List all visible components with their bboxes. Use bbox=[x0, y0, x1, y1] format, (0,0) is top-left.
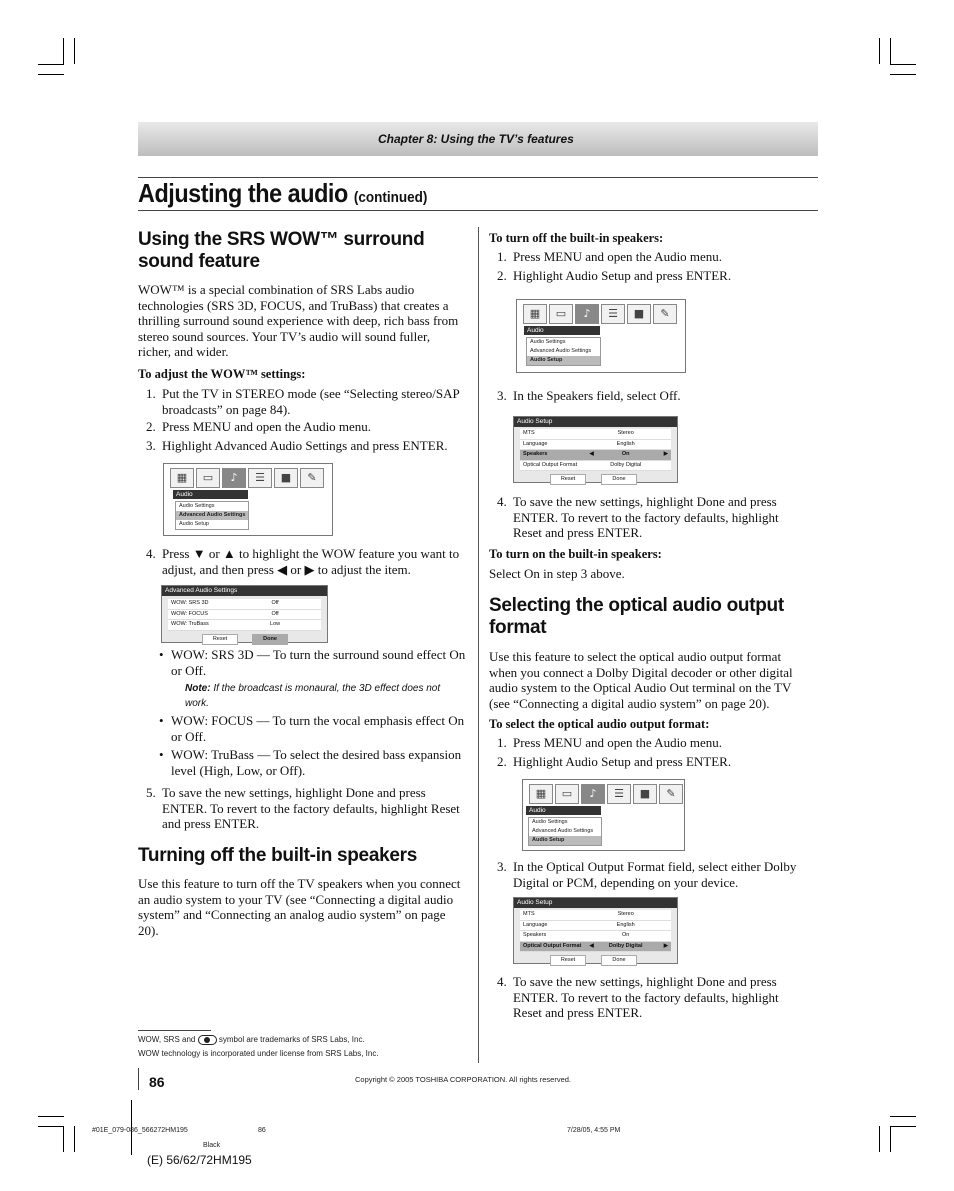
srs-logo-icon bbox=[198, 1035, 217, 1045]
crop-mark bbox=[74, 38, 75, 64]
menu-list bbox=[175, 501, 249, 530]
optical-text: Use this feature to select the optical audio output format when you connect a Dolby Digital decoder or other digital audio system to the Optical Audio Out terminal on the TV (see “Connecting a digital audio system” on page 20). bbox=[489, 649, 793, 711]
turnoff-text: Use this feature to turn off the TV speakers when you connect an audio system to your TV (see “Connecting a digital audio system” and “Connecting an analog audio system” on page 20). bbox=[138, 876, 461, 938]
applications-icon: ✎ bbox=[659, 784, 683, 804]
screen-icon: ▭ bbox=[196, 468, 220, 488]
row-key: MTS bbox=[523, 911, 535, 917]
table-row bbox=[520, 450, 671, 461]
list-item bbox=[497, 494, 808, 541]
crop-mark bbox=[38, 64, 64, 65]
list-text: Press MENU and open the Audio menu. bbox=[162, 419, 372, 434]
menu-header: Audio bbox=[526, 806, 601, 815]
crop-mark bbox=[63, 38, 64, 64]
list-text: To save the new settings, highlight Done and press ENTER. To revert to the factory defaults, highlight Reset and press ENTER. bbox=[162, 785, 460, 831]
crop-mark bbox=[890, 74, 916, 75]
bullet-text: WOW: TruBass — To select the desired bass expansion level (High, Low, or Off). bbox=[171, 747, 462, 778]
panel-buttons bbox=[514, 955, 677, 969]
list-item bbox=[497, 859, 808, 890]
list-number: 3. bbox=[146, 438, 156, 453]
menu-icon-row bbox=[529, 784, 683, 804]
table-row bbox=[520, 461, 671, 472]
panel-header: Audio Setup bbox=[514, 898, 677, 908]
trademark-line-2: WOW technology is incorporated under license from SRS Labs, Inc. bbox=[138, 1049, 379, 1058]
list-text: To save the new settings, highlight Done and press ENTER. To revert to the factory defaults, highlight Reset and press ENTER. bbox=[513, 974, 779, 1020]
list-item bbox=[497, 754, 813, 770]
list-number: 1. bbox=[497, 735, 507, 750]
advanced-settings-panel bbox=[161, 585, 328, 643]
menu-item: Audio Setup bbox=[527, 356, 600, 365]
left-arrow-icon[interactable]: ◀ bbox=[589, 942, 594, 949]
lock-icon: ■ bbox=[627, 304, 651, 324]
menu-item: Advanced Audio Settings bbox=[530, 348, 592, 354]
panel-header: Audio Setup bbox=[514, 417, 677, 427]
row-value: Stereo bbox=[617, 430, 634, 436]
list-text: Highlight Advanced Audio Settings and press ENTER. bbox=[162, 438, 448, 453]
table-row bbox=[168, 610, 321, 621]
list-number: 4. bbox=[146, 546, 156, 561]
crop-mark bbox=[890, 38, 891, 64]
footnote-rule bbox=[138, 1030, 211, 1031]
note bbox=[185, 681, 455, 711]
menu-header: Audio bbox=[173, 490, 248, 499]
row-value: Stereo bbox=[617, 911, 634, 917]
bullet-item bbox=[159, 713, 466, 744]
note-text: If the broadcast is monaural, the 3D effect does not work. bbox=[185, 683, 441, 709]
row-key: WOW: FOCUS bbox=[171, 610, 208, 617]
list-text: To save the new settings, highlight Done and press ENTER. To revert to the factory defaults, highlight Reset and press ENTER. bbox=[513, 494, 779, 540]
crop-mark bbox=[879, 38, 880, 64]
row-value: Off bbox=[271, 610, 279, 617]
crop-mark bbox=[890, 1116, 916, 1117]
list-text: Press MENU and open the Audio menu. bbox=[513, 249, 723, 264]
right-arrow-icon[interactable]: ▶ bbox=[663, 942, 668, 949]
applications-icon: ✎ bbox=[653, 304, 677, 324]
menu-icon-row bbox=[170, 468, 324, 488]
panel-header: Advanced Audio Settings bbox=[162, 586, 327, 596]
picture-icon: ▦ bbox=[170, 468, 194, 488]
title-bottom-rule bbox=[138, 210, 818, 211]
applications-icon: ✎ bbox=[300, 468, 324, 488]
table-row bbox=[520, 931, 671, 942]
bullet-item bbox=[159, 747, 466, 778]
bullet-text: WOW: SRS 3D — To turn the surround sound effect On or Off. bbox=[171, 647, 466, 678]
heading-optical-format: Selecting the optical audio output format bbox=[489, 595, 784, 638]
screen-icon: ▭ bbox=[549, 304, 573, 324]
panel-buttons bbox=[162, 634, 327, 648]
row-key: WOW: SRS 3D bbox=[171, 600, 209, 606]
page-title-main: Adjusting the audio bbox=[138, 178, 348, 208]
list-number: 4. bbox=[497, 494, 507, 509]
row-key: Language bbox=[523, 440, 548, 447]
menu-item: Audio Settings bbox=[530, 339, 566, 345]
table-row bbox=[520, 910, 671, 921]
list-item bbox=[146, 785, 462, 832]
table-row bbox=[168, 599, 321, 610]
setup-icon: ☰ bbox=[607, 784, 631, 804]
list-item bbox=[497, 974, 808, 1021]
list-number: 3. bbox=[497, 859, 507, 874]
setup-icon: ☰ bbox=[248, 468, 272, 488]
reset-button[interactable]: Reset bbox=[550, 955, 586, 966]
audio-setup-panel bbox=[513, 897, 678, 964]
menu-item: Audio Setup bbox=[529, 836, 601, 845]
list-text: Highlight Audio Setup and press ENTER. bbox=[513, 268, 732, 283]
row-key: WOW: TruBass bbox=[171, 621, 209, 627]
row-key: MTS bbox=[523, 430, 535, 436]
list-text: In the Speakers field, select Off. bbox=[513, 388, 681, 403]
right-arrow-icon[interactable]: ▶ bbox=[663, 451, 668, 457]
audio-icon: ♪ bbox=[581, 784, 605, 804]
row-value: Off bbox=[271, 600, 279, 606]
done-button[interactable]: Done bbox=[601, 474, 637, 485]
list-item bbox=[497, 388, 813, 404]
page-number: 86 bbox=[149, 1074, 165, 1090]
menu-list bbox=[528, 817, 602, 846]
crop-mark bbox=[63, 1126, 64, 1152]
slug-file: #01E_079-086_566272HM195 bbox=[92, 1127, 188, 1134]
list-item bbox=[497, 268, 813, 284]
list-text: Press ▼ or ▲ to highlight the WOW feature you want to adjust, and then press ◀ or ▶ to adjust the item. bbox=[162, 546, 460, 577]
list-number: 1. bbox=[497, 249, 507, 264]
bullet-text: WOW: FOCUS — To turn the vocal emphasis effect On or Off. bbox=[171, 713, 465, 744]
crop-mark bbox=[890, 1126, 891, 1152]
list-number: 2. bbox=[497, 754, 507, 769]
list-number: 4. bbox=[497, 974, 507, 989]
menu-header: Audio bbox=[524, 326, 600, 335]
slug-color: Black bbox=[203, 1142, 221, 1149]
list-item bbox=[146, 419, 462, 435]
list-item bbox=[497, 735, 813, 751]
audio-setup-panel bbox=[513, 416, 678, 483]
srs-intro: WOW™ is a special combination of SRS Labs audio technologies (SRS 3D, FOCUS, and TruBass) that creates a thrilling surround sound experience with deep, rich bass from stereo sound sources. Your TV’s audio will sound fuller, richer, and wider. bbox=[138, 282, 459, 359]
lock-icon: ■ bbox=[633, 784, 657, 804]
list-number: 1. bbox=[146, 386, 156, 401]
done-button[interactable]: Done bbox=[252, 634, 288, 645]
bullet: • bbox=[159, 647, 164, 662]
off-heading: To turn off the built-in speakers: bbox=[489, 231, 664, 245]
crop-mark bbox=[38, 1116, 64, 1117]
row-key: Speakers bbox=[523, 932, 547, 938]
row-value: English bbox=[616, 921, 635, 928]
row-value: On bbox=[622, 932, 630, 938]
list-item bbox=[146, 438, 462, 454]
row-value: On bbox=[621, 451, 630, 457]
crop-mark bbox=[890, 64, 916, 65]
bullet: • bbox=[159, 747, 164, 762]
left-arrow-icon[interactable]: ◀ bbox=[589, 451, 594, 457]
select-heading: To select the optical audio output format: bbox=[489, 717, 710, 731]
menu-item: Advanced Audio Settings bbox=[532, 828, 594, 834]
reset-button[interactable]: Reset bbox=[550, 474, 586, 485]
table-row bbox=[520, 440, 671, 451]
menu-item: Audio Settings bbox=[532, 819, 568, 825]
list-text: Press MENU and open the Audio menu. bbox=[513, 735, 723, 750]
crop-mark bbox=[38, 74, 64, 75]
page-rule bbox=[138, 1068, 139, 1090]
audio-icon: ♪ bbox=[222, 468, 246, 488]
crop-mark bbox=[879, 1126, 880, 1152]
page-title bbox=[138, 178, 427, 209]
chapter-title: Chapter 8: Using the TV’s features bbox=[378, 132, 574, 146]
crop-mark bbox=[890, 1126, 916, 1127]
trademark-text-b: symbol are trademarks of SRS Labs, Inc. bbox=[218, 1035, 365, 1045]
row-key: Optical Output Format bbox=[523, 461, 578, 468]
bullet: • bbox=[159, 713, 164, 728]
row-value: Dolby Digital bbox=[610, 461, 642, 468]
model-number: (E) 56/62/72HM195 bbox=[147, 1153, 252, 1167]
trademark-line-1 bbox=[138, 1035, 365, 1045]
table-row bbox=[168, 620, 321, 631]
slug-date: 7/28/05, 4:55 PM bbox=[567, 1127, 621, 1134]
lock-icon: ■ bbox=[274, 468, 298, 488]
menu-screen-advanced bbox=[163, 463, 333, 536]
menu-item: Audio Settings bbox=[179, 503, 215, 509]
heading-srs-wow: Using the SRS WOW™ surround sound feature bbox=[138, 229, 425, 272]
row-key: Speakers bbox=[523, 451, 548, 457]
on-text: Select On in step 3 above. bbox=[489, 566, 625, 581]
audio-icon: ♪ bbox=[575, 304, 599, 324]
list-item bbox=[146, 386, 462, 417]
bullet-item bbox=[159, 647, 466, 678]
note-label: Note: bbox=[185, 683, 211, 694]
column-divider bbox=[478, 227, 479, 1063]
menu-item: Audio Setup bbox=[179, 521, 209, 527]
adjust-heading: To adjust the WOW™ settings: bbox=[138, 367, 306, 381]
copyright: Copyright © 2005 TOSHIBA CORPORATION. All rights reserved. bbox=[355, 1075, 572, 1084]
setup-icon: ☰ bbox=[601, 304, 625, 324]
table-row bbox=[520, 942, 671, 953]
row-key: Language bbox=[523, 921, 548, 928]
crop-mark bbox=[74, 1126, 75, 1152]
list-number: 3. bbox=[497, 388, 507, 403]
menu-list bbox=[526, 337, 601, 366]
panel-buttons bbox=[514, 474, 677, 488]
list-item bbox=[497, 249, 813, 265]
list-text: In the Optical Output Format field, select either Dolby Digital or PCM, depending on your device. bbox=[513, 859, 797, 890]
on-heading: To turn on the built-in speakers: bbox=[489, 547, 662, 561]
menu-screen-audio-setup bbox=[516, 299, 686, 373]
page-title-sub: (continued) bbox=[353, 189, 428, 206]
picture-icon: ▦ bbox=[529, 784, 553, 804]
list-number: 2. bbox=[497, 268, 507, 283]
menu-icon-row bbox=[523, 304, 677, 324]
row-key: Optical Output Format bbox=[523, 942, 582, 949]
slug-page: 86 bbox=[258, 1127, 266, 1134]
row-value: Low bbox=[270, 621, 281, 627]
list-text: Put the TV in STEREO mode (see “Selecting stereo/SAP broadcasts” on page 84). bbox=[162, 386, 460, 417]
trademark-text-a: WOW, SRS and bbox=[138, 1035, 196, 1045]
list-text: Highlight Audio Setup and press ENTER. bbox=[513, 754, 732, 769]
row-value: English bbox=[616, 440, 635, 447]
menu-item: Advanced Audio Settings bbox=[176, 511, 248, 520]
list-number: 2. bbox=[146, 419, 156, 434]
menu-screen-audio-setup bbox=[522, 779, 685, 851]
screen-icon: ▭ bbox=[555, 784, 579, 804]
reset-button[interactable]: Reset bbox=[202, 634, 238, 645]
done-button[interactable]: Done bbox=[601, 955, 637, 966]
list-number: 5. bbox=[146, 785, 156, 800]
heading-turn-off-speakers: Turning off the built-in speakers bbox=[138, 845, 417, 866]
crop-mark bbox=[38, 1126, 64, 1127]
table-row bbox=[520, 429, 671, 440]
table-row bbox=[520, 921, 671, 932]
row-value: Dolby Digital bbox=[608, 942, 643, 949]
list-item bbox=[146, 546, 462, 577]
picture-icon: ▦ bbox=[523, 304, 547, 324]
